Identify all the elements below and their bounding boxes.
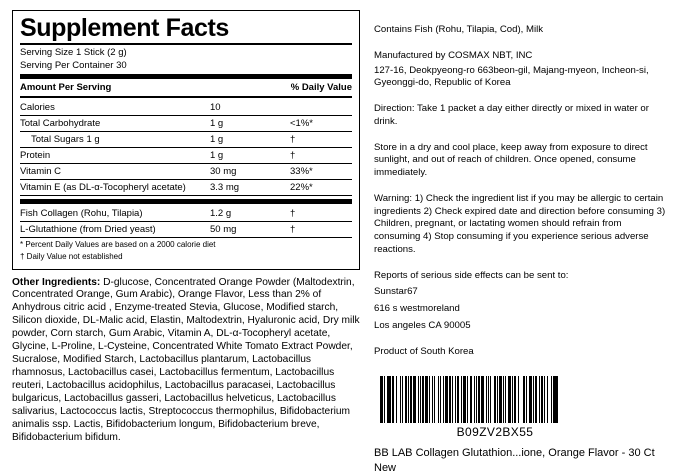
contact-address-line2: Los angeles CA 90005 — [374, 319, 471, 331]
product-title-line1: BB LAB Collagen Glutathion...ione, Orange Flavor - 30 Ct — [374, 447, 655, 460]
right-column — [374, 10, 667, 475]
nutrient-name: Calories — [20, 100, 210, 116]
barcode-section — [374, 376, 667, 476]
servings-per-container: Serving Per Container 30 — [20, 59, 127, 71]
table-row — [20, 221, 352, 237]
other-ingredients-label: Other Ingredients: — [12, 276, 101, 288]
warning-text: Warning: 1) Check the ingredient list if you may be allergic to certain ingredients 2) Check expired date and direction before consuming 3) Children, pregnant, or lactating women should refrain from consuming 4) Stop consuming if you experience serious adverse reactions. — [374, 192, 666, 255]
divider-thick — [20, 74, 352, 79]
nutrient-dv — [290, 100, 352, 116]
table-row — [20, 100, 352, 116]
footnote-daily-value: * Percent Daily Values are based on a 2000 calorie diet — [20, 239, 216, 249]
amount-per-serving-header: Amount Per Serving — [20, 81, 112, 93]
nutrient-amount: 1 g — [210, 147, 290, 163]
supplement-facts-title: Supplement Facts — [20, 14, 229, 42]
nutrition-column-headers — [20, 81, 352, 94]
table-row — [20, 179, 352, 195]
supplement-facts-panel — [12, 10, 360, 270]
nutrient-dv: 22%* — [290, 179, 352, 195]
nutrition-table — [20, 100, 352, 196]
nutrient-dv: † — [290, 221, 352, 237]
ingredient-amount-table — [20, 206, 352, 238]
product-title-line2: New — [374, 462, 397, 475]
nutrient-name: Vitamin C — [20, 163, 210, 179]
nutrient-dv: † — [290, 206, 352, 222]
allergen-statement: Contains Fish (Rohu, Tilapia, Cod), Milk — [374, 24, 544, 35]
table-row — [20, 206, 352, 222]
nutrient-dv: <1%* — [290, 115, 352, 131]
nutrient-amount: 50 mg — [210, 221, 290, 237]
contact-name: Sunstar67 — [374, 286, 418, 298]
footnote-not-established: † Daily Value not established — [20, 252, 123, 262]
barcode-number: B09ZV2BX55 — [456, 425, 534, 440]
nutrient-amount: 1 g — [210, 115, 290, 131]
directions: Direction: Take 1 packet a day either directly or mixed in water or drink. — [374, 103, 649, 127]
nutrient-amount: 3.3 mg — [210, 179, 290, 195]
nutrient-name: Fish Collagen (Rohu, Tilapia) — [20, 206, 210, 222]
divider — [20, 96, 352, 98]
manufacturer-address: 127-16, Deokpyeong-ro 663beon-gil, Majang-myeon, Incheon-si, Gyeonggi-do, Republic of Korea — [374, 64, 649, 89]
divider — [20, 43, 352, 45]
contact-address-line1: 616 s westmoreland — [374, 303, 460, 314]
other-ingredients — [12, 277, 360, 445]
serving-size: Serving Size 1 Stick (2 g) — [20, 47, 127, 58]
adverse-reports-intro: Reports of serious side effects can be sent to: — [374, 269, 569, 281]
barcode-image — [380, 376, 667, 423]
nutrient-dv: 33%* — [290, 163, 352, 179]
manufacturer-name: Manufactured by COSMAX NBT, INC — [374, 49, 533, 61]
table-row — [20, 147, 352, 163]
nutrient-amount: 10 — [210, 100, 290, 116]
product-title — [374, 446, 667, 476]
nutrient-amount: 1 g — [210, 131, 290, 147]
country-of-origin: Product of South Korea — [374, 345, 474, 357]
table-row — [20, 115, 352, 131]
table-row — [20, 131, 352, 147]
nutrient-name: Protein — [20, 147, 210, 163]
nutrient-amount: 1.2 g — [210, 206, 290, 222]
nutrient-dv: † — [290, 131, 352, 147]
storage-instructions: Store in a dry and cool place, keep away from exposure to direct sunlight, and out of reach of children. Once opened, consume immediately. — [374, 141, 648, 178]
other-ingredients-text: D-glucose, Concentrated Orange Powder (Maltodextrin, Concentrated Orange, Gum Arabic), Orange Flavor, Less than 2% of Anhydrous citric acid , Enzyme-treated Stevia, Glucose, Modified starch, Silicon dioxide, DL-Malic acid, Elastin, Maltodextrin, Hyaluronic acid, Dry milk powder, Corn starch, Gum Arabic, Vitamin A, DL-α-Tocopheryl acetate, Glycine, L-Proline, L-Cysteine, Concentrated White Tomato Extract Powder, Sucralose, Modified Starch, Lactobacillus plantarum, Lactobacillus rhamnosus, Lactobacillus casei, Lactobacillus fermentum, Lactobacillus reuteri, Lactobacillus acidophilus, Lactobacillus paracasei, Lactobacillus bulgaricus, Lactobacillus gasseri, Lactobacillus helveticus, Lactobacillus salivarius, Lactococcus lactis, Streptococcus thermophilus, Bifidobacterium animalis ssp. Lactis, Bifidobacterium longum, Bifidobacterium breve, Bifidobacterium bifidum. — [12, 276, 360, 443]
nutrient-dv: † — [290, 147, 352, 163]
table-row — [20, 163, 352, 179]
nutrient-name: L-Glutathione (from Dried yeast) — [20, 221, 210, 237]
divider-thick — [20, 199, 352, 204]
nutrient-amount: 30 mg — [210, 163, 290, 179]
daily-value-header: % Daily Value — [290, 81, 352, 93]
nutrient-name: Vitamin E (as DL-α-Tocopheryl acetate) — [20, 179, 210, 195]
nutrient-name: Total Sugars 1 g — [20, 131, 210, 147]
nutrient-name: Total Carbohydrate — [20, 115, 210, 131]
left-column — [12, 10, 360, 448]
